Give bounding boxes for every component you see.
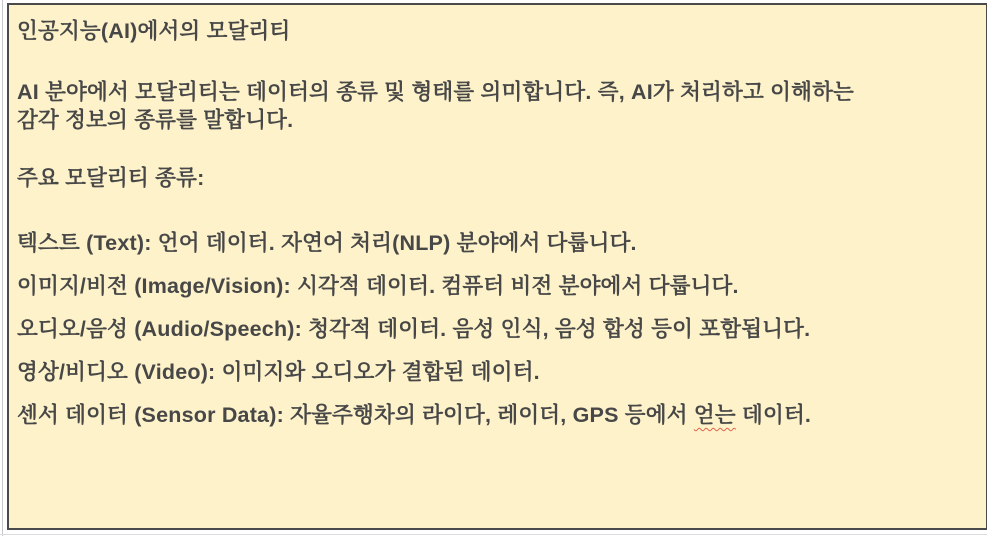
modality-item-sensor-data [17,402,966,428]
intro-line-1: AI 분야에서 모달리티는 데이터의 종류 및 형태를 의미합니다. 즉, AI가 처리하고 이해하는 [17,80,855,104]
note-intro [17,78,966,134]
section-heading: 주요 모달리티 종류: [17,166,205,190]
bottom-edge-line [0,534,987,535]
sensor-item-pre-text: 센서 데이터 (Sensor Data): 자율주행차의 라이다, 레이더, GPS 등에서 [17,403,694,427]
note-panel[interactable] [7,3,987,530]
intro-line-2: 감각 정보의 종류를 말합니다. [17,108,294,132]
left-edge-line [2,0,3,536]
modality-list [17,230,966,428]
modality-item-video: 영상/비디오 (Video): 이미지와 오디오가 결합된 데이터. [17,360,540,384]
spellcheck-underlined-word: 얻는 [693,403,736,427]
modality-item-image-vision: 이미지/비전 (Image/Vision): 시각적 데이터. 컴퓨터 비전 분야에서 다룹니다. [17,274,739,298]
modality-item-audio-speech: 오디오/음성 (Audio/Speech): 청각적 데이터. 음성 인식, 음성 합성 등이 포함됩니다. [17,317,811,341]
note-title: 인공지능(AI)에서의 모달리티 [17,19,291,43]
modality-item-text: 텍스트 (Text): 언어 데이터. 자연어 처리(NLP) 분야에서 다룹니다. [17,231,637,255]
sensor-item-post-text: 데이터. [735,403,812,427]
